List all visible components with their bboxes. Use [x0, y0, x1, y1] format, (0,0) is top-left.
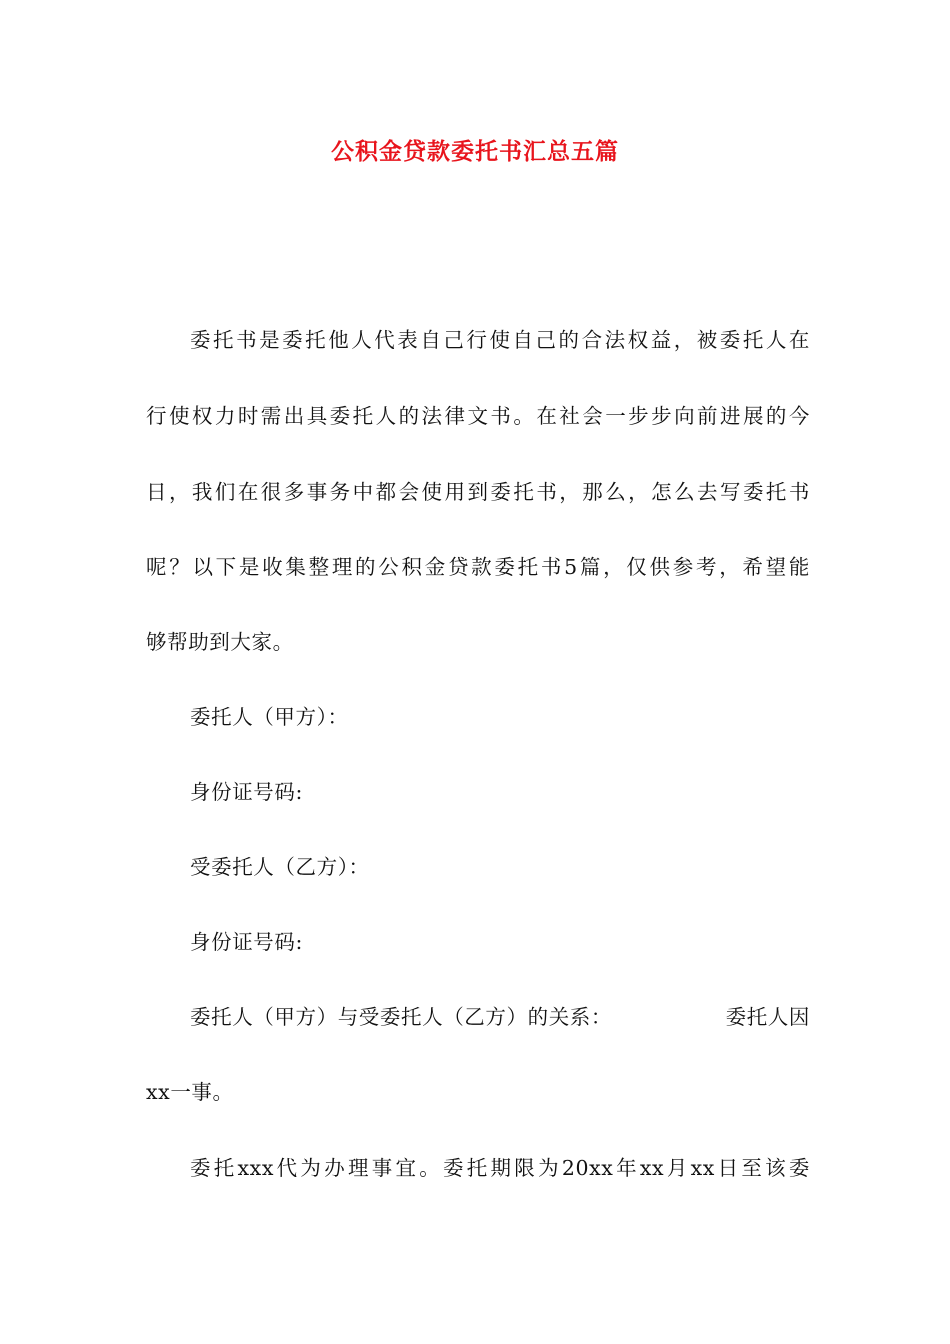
intro-line-1: 委托书是委托他人代表自己行使自己的合法权益，被委托人在: [190, 328, 810, 352]
intro-line-5: 够帮助到大家。: [146, 630, 294, 654]
agent-id-field: 身份证号码:: [190, 930, 304, 954]
intro-line-4: 呢？以下是收集整理的公积金贷款委托书5篇，仅供参考，希望能: [146, 555, 810, 579]
document-title: 公积金贷款委托书汇总五篇: [331, 139, 619, 165]
agent-field: 受委托人（乙方）：: [190, 855, 370, 879]
relationship-tail: 委托人因: [725, 1005, 810, 1029]
relationship-continuation: xx一事。: [146, 1080, 234, 1104]
principal-id-field: 身份证号码:: [190, 780, 304, 804]
principal-field: 委托人（甲方）：: [190, 705, 349, 729]
relationship-label: 委托人（甲方）与受委托人（乙方）的关系：: [190, 1005, 612, 1029]
intro-line-2: 行使权力时需出具委托人的法律文书。在社会一步步向前进展的今: [146, 404, 810, 428]
relationship-line: [190, 999, 810, 1035]
delegation-line: 委托xxx代为办理事宜。委托期限为20xx年xx月xx日至该委: [190, 1156, 810, 1180]
intro-line-3: 日，我们在很多事务中都会使用到委托书，那么，怎么去写委托书: [146, 480, 810, 504]
